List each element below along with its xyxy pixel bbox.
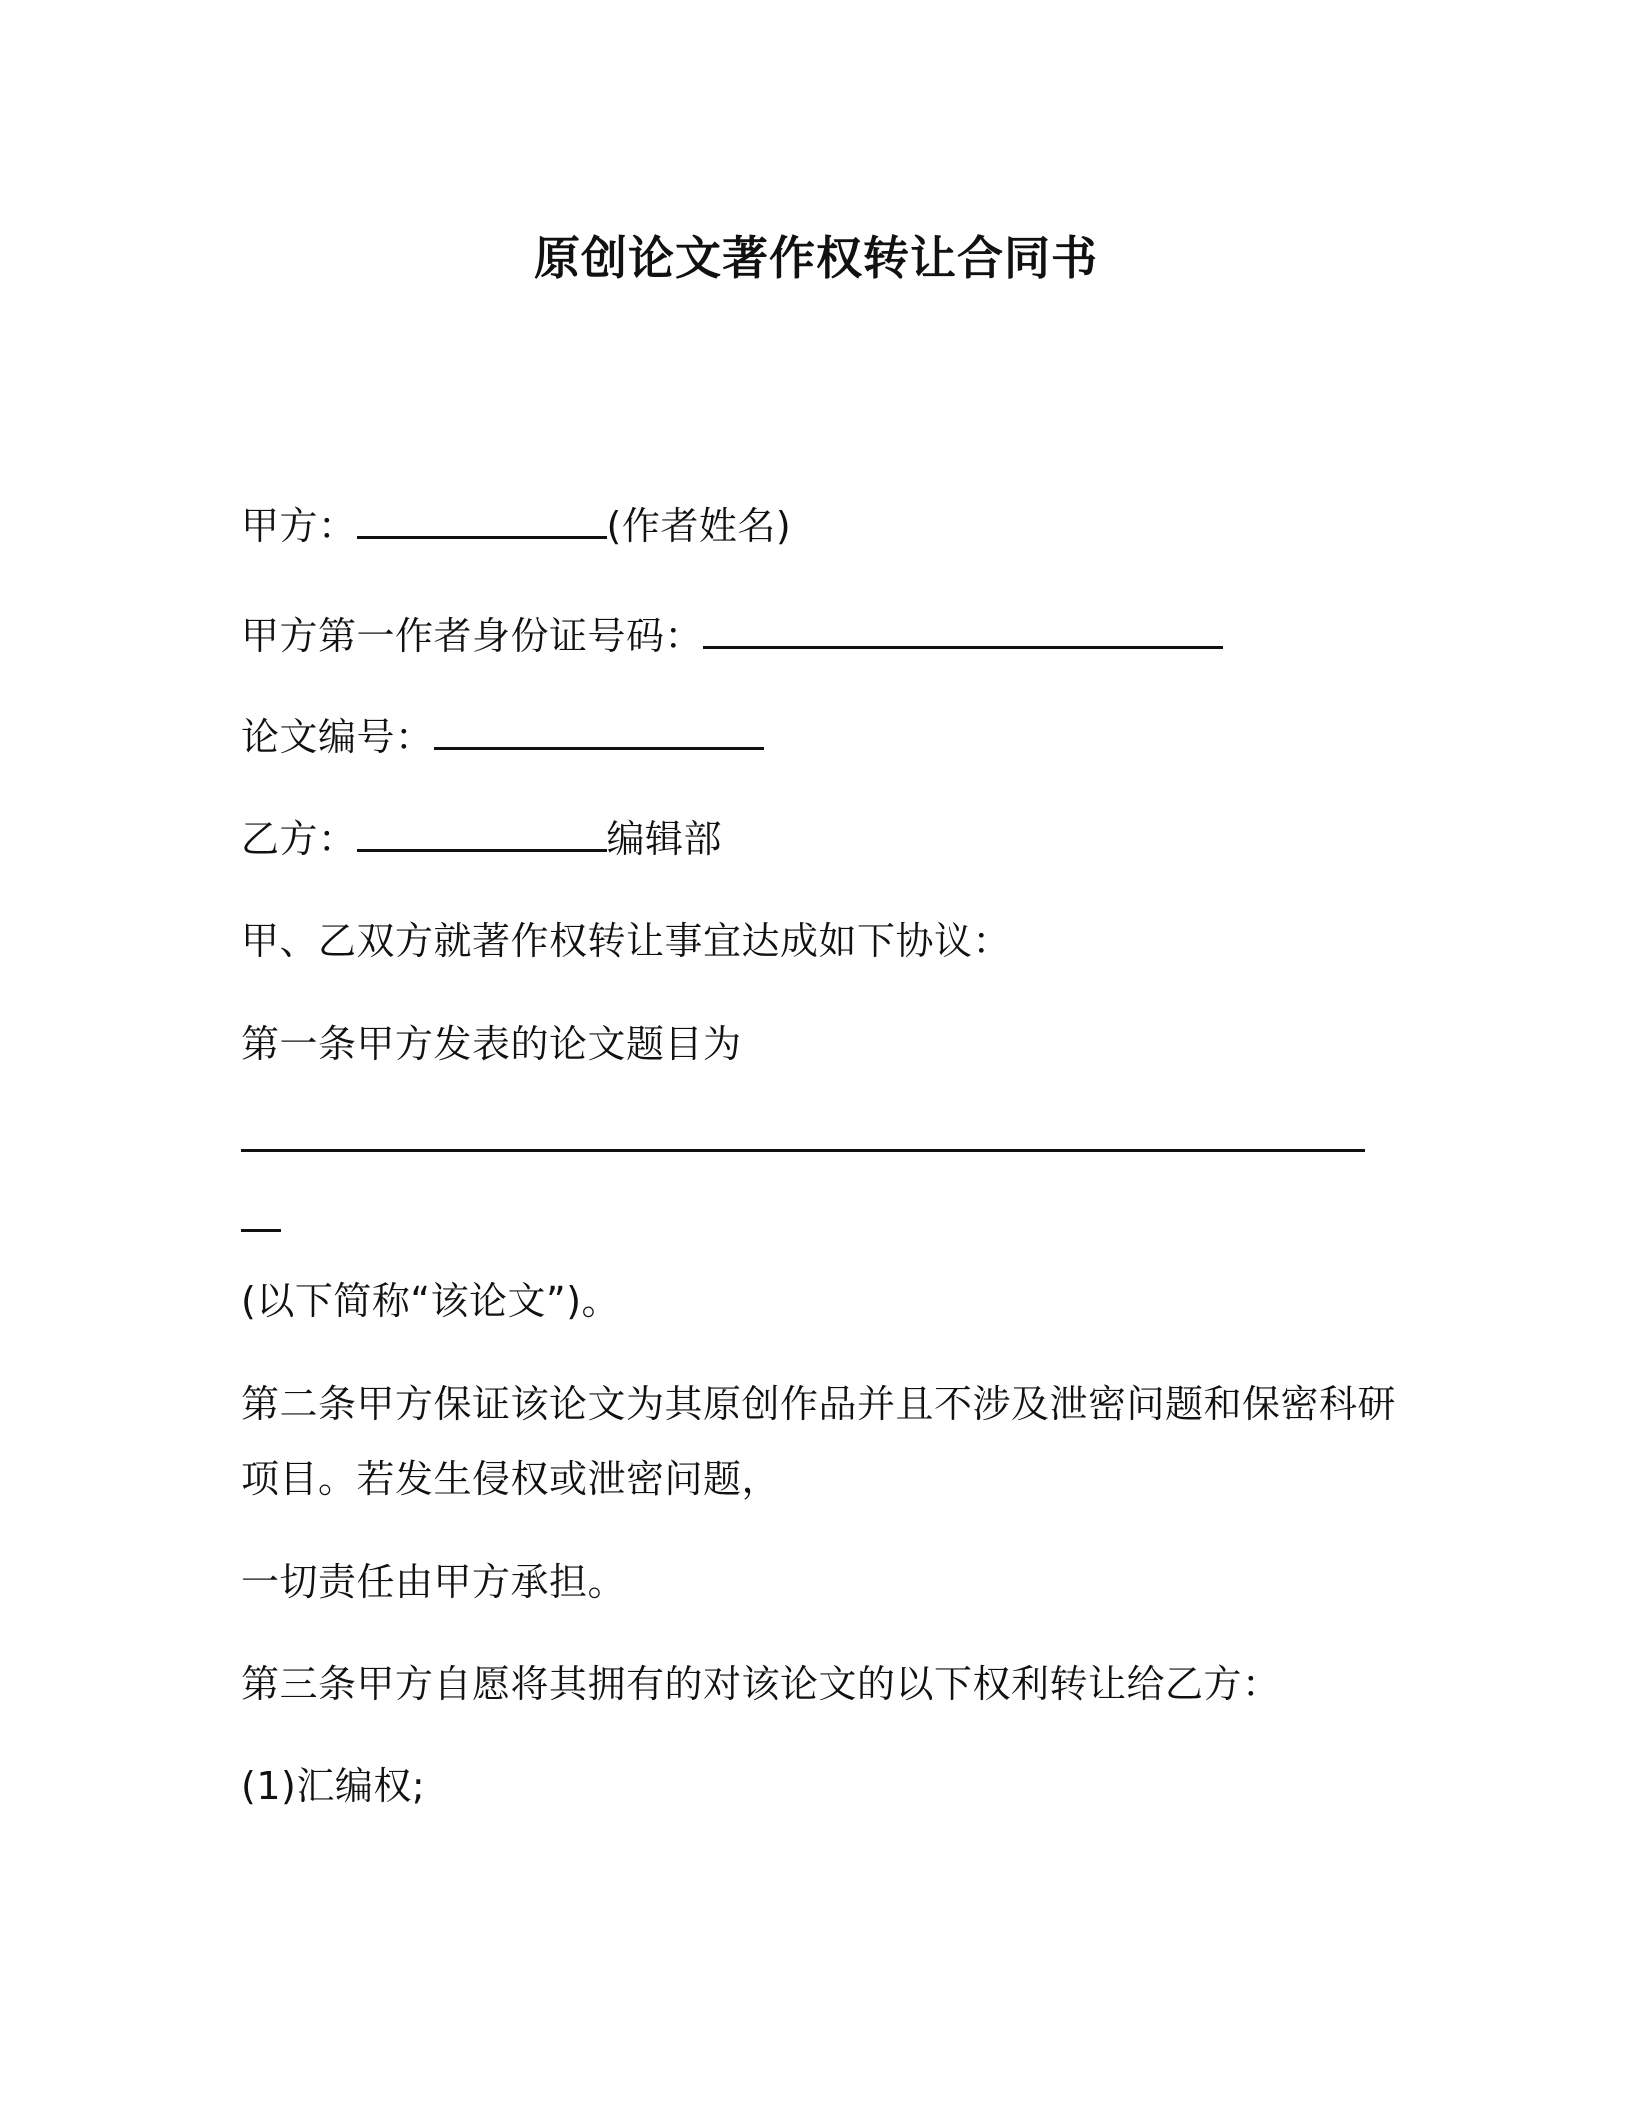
paper-title-blank-line [241,1115,1365,1163]
paper-title-blank-line-2 [241,1195,281,1243]
id-number-label: 甲方第一作者身份证号码： [241,614,704,658]
abbreviation-note: (以下简称“该论文”)。 [241,1279,621,1323]
article-3: 第三条甲方自愿将其拥有的对该论文的以下权利转让给乙方： [241,1662,1281,1706]
article-1: 第一条甲方发表的论文题目为 [241,1022,742,1066]
party-a-label: 甲方： [241,504,357,548]
party-b-label: 乙方： [241,817,357,861]
party-b-name-blank [357,819,607,852]
id-number-line [241,612,1223,660]
party-a-line [241,502,791,550]
item-1: (1)汇编权; [241,1764,426,1808]
party-b-suffix: 编辑部 [606,817,723,861]
paper-title-blank-continuation [241,1199,281,1232]
article-2-line-2: 项目。若发生侵权或泄密问题， [241,1457,781,1501]
party-a-suffix: (作者姓名) [606,504,792,548]
paper-number-line [241,713,764,761]
article-2-line-3: 一切责任由甲方承担。 [241,1560,627,1604]
party-a-name-blank [357,506,607,539]
paper-number-blank [434,717,764,750]
agreement-intro: 甲、乙双方就著作权转让事宜达成如下协议： [241,919,1012,963]
party-b-line [241,815,722,863]
article-2-line-1: 第二条甲方保证该论文为其原创作品并且不涉及泄密问题和保密科研 [241,1382,1397,1426]
id-number-blank [703,616,1223,649]
paper-title-blank [241,1119,1365,1152]
document-title: 原创论文著作权转让合同书 [534,231,1098,285]
paper-number-label: 论文编号： [241,715,434,759]
